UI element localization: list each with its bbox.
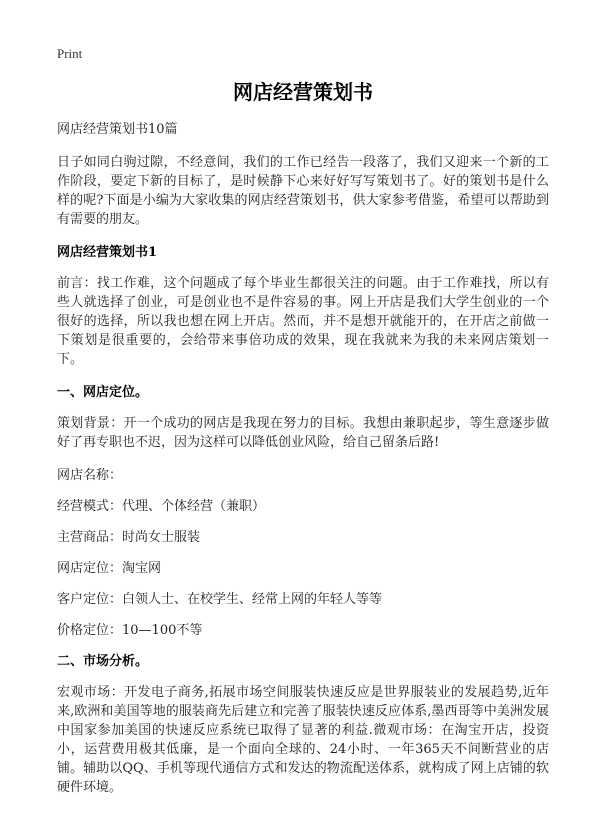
main-products-line: 主营商品：时尚女士服装 bbox=[57, 530, 201, 545]
market-analysis-paragraph: 宏观市场：开发电子商务,拓展市场空间服装快速反应是世界服装业的发展趋势,近年来,欧洲和美国等地的服装商先后建立和完善了服装快速反应体系,墨西哥等中美洲发展中国家参加美国的快速反应系统已取得了显著的利益.微观市场：在淘宝开店，投资小，运营费用极其低廉，是一个面向全球的、24小时、一年365天不间断营业的店铺。辅助以QQ、手机等现代通信方式和发达的物流配送体系，就构成了网上店铺的软硬件环境。 bbox=[57, 685, 549, 795]
part2-heading: 二、市场分析。 bbox=[57, 654, 149, 669]
document-subtitle: 网店经营策划书10篇 bbox=[57, 122, 178, 137]
intro-paragraph: 日子如同白驹过隙，不经意间，我们的工作已经告一段落了，我们又迎来一个新的工作阶段，要定下新的目标了，是时候静下心来好好写写策划书了。好的策划书是什么样的呢?下面是小编为大家收集的网店经营策划书，供大家参考借鉴，希望可以帮助到有需要的朋友。 bbox=[57, 155, 549, 227]
preface-paragraph: 前言：找工作难，这个问题成了每个毕业生都很关注的问题。由于工作难找，所以有些人就选择了创业，可是创业也不是件容易的事。网上开店是我们大学生创业的一个很好的选择，所以我也想在网上开店。然而，并不是想开就能开的，在开店之前做一下策划是很重要的，会给带来事倍功成的效果，现在我就来为我的未来网店策划一下。 bbox=[57, 276, 549, 367]
document-body bbox=[57, 76, 549, 811]
section1-heading: 网店经营策划书1 bbox=[57, 245, 158, 260]
part1-heading: 一、网店定位。 bbox=[57, 385, 149, 400]
price-position-line: 价格定位：10—100不等 bbox=[57, 623, 203, 638]
customer-position-line: 客户定位：白领人士、在校学生、经常上网的年轻人等等 bbox=[57, 592, 383, 607]
business-mode-line: 经营模式：代理、个体经营（兼职） bbox=[57, 499, 266, 514]
background-paragraph: 策划背景：开一个成功的网店是我现在努力的目标。我想由兼职起步，等生意逐步做好了再专职也不迟，因为这样可以降低创业风险，给自己留条后路! bbox=[57, 416, 549, 450]
shop-position-line: 网店定位：淘宝网 bbox=[57, 561, 162, 576]
print-link[interactable]: Print bbox=[57, 46, 83, 61]
shop-name-line: 网店名称： bbox=[57, 468, 123, 483]
page-title: 网店经营策划书 bbox=[233, 80, 373, 104]
